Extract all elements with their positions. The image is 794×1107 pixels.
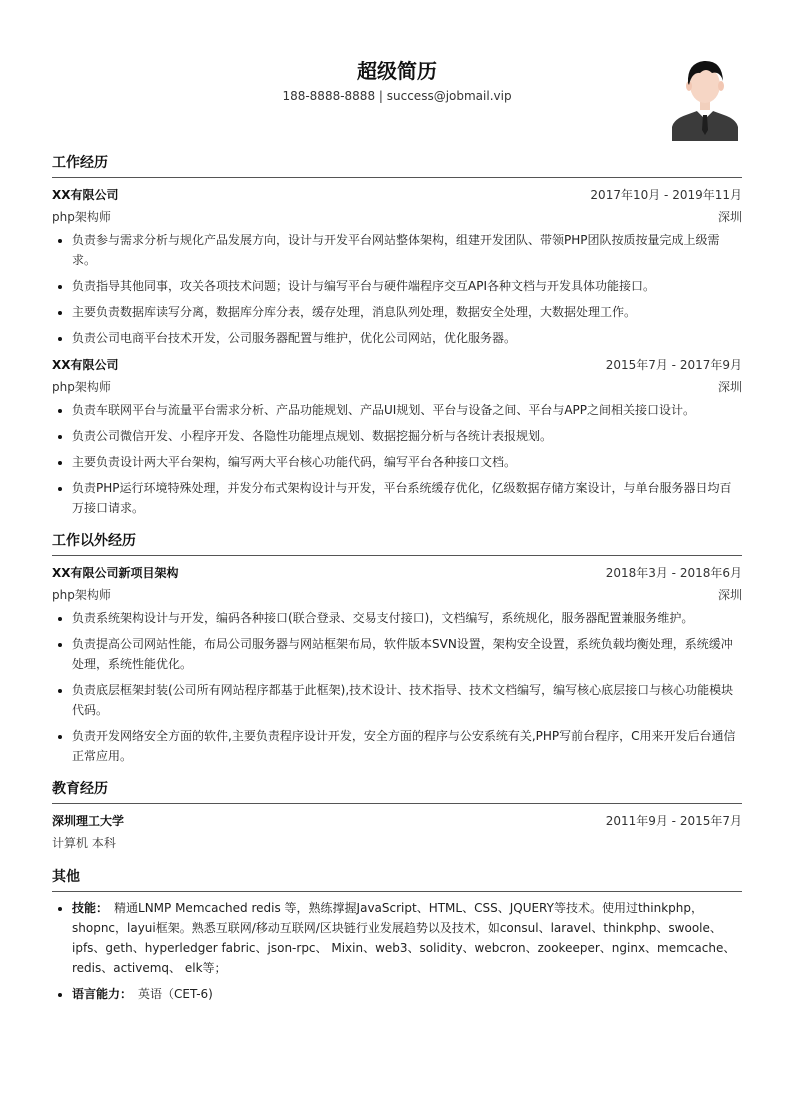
contact-line: 188-8888-8888 | success@jobmail.vip (282, 89, 512, 103)
job-role: php架构师 (52, 380, 111, 394)
date-range: 2011年9月 - 2015年7月 (605, 814, 742, 828)
job-city: 深圳 (717, 210, 742, 224)
date-range: 2015年7月 - 2017年9月 (605, 358, 742, 372)
section-other (52, 866, 742, 1004)
section-extra-experience (52, 530, 742, 766)
date-range: 2017年10月 - 2019年11月 (590, 188, 742, 202)
list-item (72, 984, 742, 1004)
section-education (52, 778, 742, 854)
section-title: 工作以外经历 (52, 530, 742, 556)
company-name: XX有限公司新项目架构 (52, 566, 179, 580)
other-list (52, 898, 742, 1004)
responsibility-list (52, 400, 742, 518)
list-item: • 负责参与需求分析与规化产品发展方向，设计与开发平台网站整体架构，组建开发团队、带领PHP团队按质按量完成上级需求。 (72, 230, 742, 270)
candidate-name: 超级简历 (357, 59, 437, 83)
list-item: • 负责PHP运行环境特殊处理，并发分布式架构设计与开发，平台系统缓存优化，亿级数据存储方案设计，与单台服务器日均百万接口请求。 (72, 478, 742, 518)
job-city: 深圳 (717, 588, 742, 602)
avatar-man-suit-icon (670, 55, 740, 141)
company-name: XX有限公司 (52, 188, 119, 202)
job-city: 深圳 (717, 380, 742, 394)
date-range: 2018年3月 - 2018年6月 (605, 566, 742, 580)
resume-page (52, 0, 742, 1010)
work-entry (52, 184, 742, 348)
list-item: • 负责指导其他同事，攻关各项技术问题；设计与编写平台与硬件端程序交互API各种文档与开发具体功能接口。 (72, 276, 742, 296)
list-item: • 负责提高公司网站性能，布局公司服务器与网站框架布局，软件版本SVN设置，架构安全设置，系统负载均衡处理，系统缓冲处理，系统性能优化。 (72, 634, 742, 674)
list-item: • 负责底层框架封装(公司所有网站程序都基于此框架),技术设计、技术指导、技术文档编写，编写核心底层接口与核心功能模块代码。 (72, 680, 742, 720)
responsibility-list (52, 230, 742, 348)
list-item: • 负责系统架构设计与开发，编码各种接口(联合登录、交易支付接口)，文档编写，系统规化，服务器配置兼服务维护。 (72, 608, 742, 628)
responsibility-list (52, 608, 742, 766)
skills-text: 精通LNMP Memcached redis 等，熟练撑握JavaScript、HTML、CSS、JQUERY等技术。使用过thinkphp，shopnc，layui框架。熟悉互联网/移动互联网/区块链行业发展趋势以及技术，如consul、laravel、thinkphp、swoole、ipfs、geth、hyperledger fabric、json-rpc、 Mixin、web3、solidity、webcron、zookeeper、nginx、memcache、redis、activemq、 elk等； (72, 901, 736, 975)
skills-label: 技能： (72, 901, 109, 915)
list-item: • 负责公司微信开发、小程序开发、各隐性功能埋点规划、数据挖掘分析与各统计表报规划。 (72, 426, 742, 446)
language-text: 英语（CET-6) (138, 987, 213, 1001)
language-label: 语言能力： (72, 987, 133, 1001)
list-item: • 负责车联网平台与流量平台需求分析、产品功能规划、产品UI规划、平台与设备之间、平台与APP之间相关接口设计。 (72, 400, 742, 420)
list-item: • 主要负责设计两大平台架构，编写两大平台核心功能代码，编写平台各种接口文档。 (72, 452, 742, 472)
job-role: php架构师 (52, 210, 111, 224)
section-title: 教育经历 (52, 778, 742, 804)
list-item: • 负责公司电商平台技术开发，公司服务器配置与维护，优化公司网站，优化服务器。 (72, 328, 742, 348)
company-name: XX有限公司 (52, 358, 119, 372)
project-entry (52, 562, 742, 766)
list-item: • 负责开发网络安全方面的软件,主要负责程序设计开发，安全方面的程序与公安系统有关,PHP写前台程序，C用来开发后台通信正常应用。 (72, 726, 742, 766)
work-entry (52, 354, 742, 518)
section-title: 其他 (52, 866, 742, 892)
list-item (72, 898, 742, 978)
section-work-experience (52, 152, 742, 518)
major-degree: 计算机 本科 (52, 836, 116, 850)
school-name: 深圳理工大学 (52, 814, 125, 828)
job-role: php架构师 (52, 588, 111, 602)
list-item: • 主要负责数据库读写分离，数据库分库分表，缓存处理，消息队列处理，数据安全处理，大数据处理工作。 (72, 302, 742, 322)
resume-header (52, 0, 742, 140)
section-title: 工作经历 (52, 152, 742, 178)
